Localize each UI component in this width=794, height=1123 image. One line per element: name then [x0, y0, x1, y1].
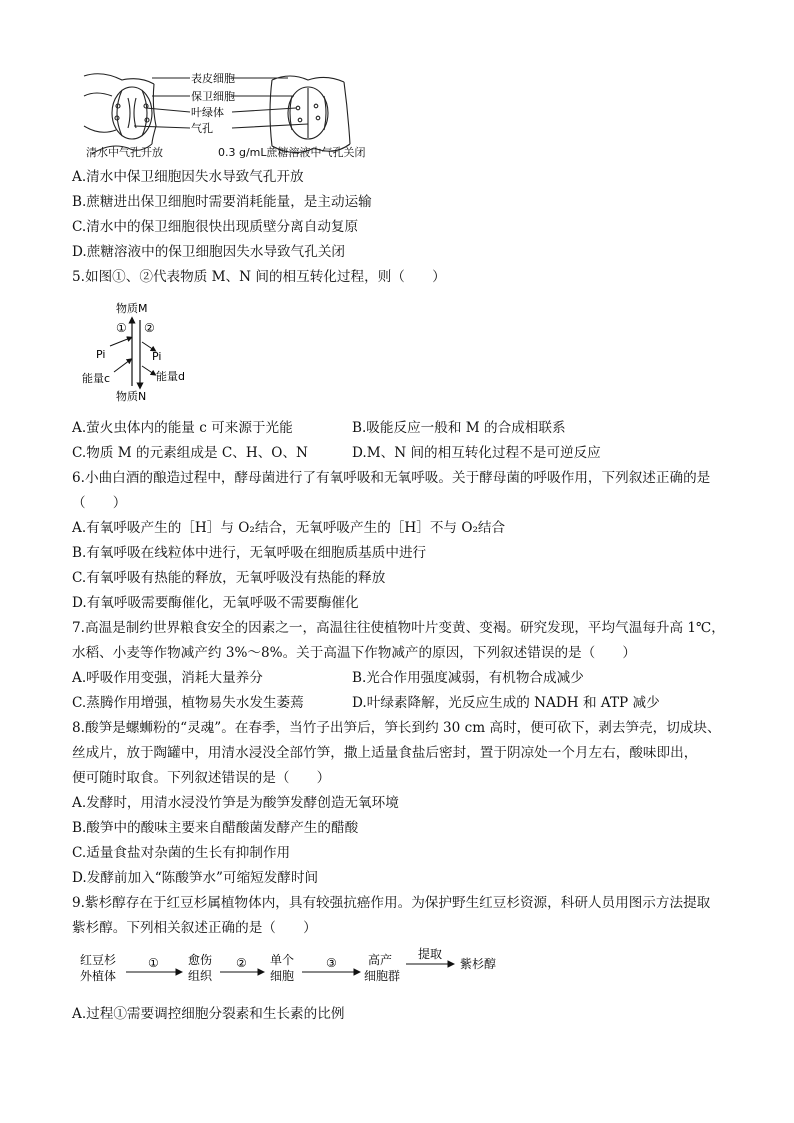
q7-stem-line1: 7.高温是制约世界粮食安全的因素之一，高温往往使植物叶片变黄、变褐。研究发现，平均气温每升高 1℃， [72, 620, 725, 636]
q8-stem-line1: 8.酸笋是螺蛳粉的“灵魂”。在春季，当竹子出笋后，笋长到约 30 cm 高时，便可砍下，剥去笋壳，切成块、 [72, 720, 721, 736]
q9-stem-line1: 9.紫杉醇存在于红豆杉属植物体内，具有较强抗癌作用。为保护野生红豆杉资源，科研人员用图示方法提取 [72, 895, 711, 911]
flow-arrow-2-label: ② [236, 956, 247, 970]
q6-stem-line1: 6.小曲白酒的酿造过程中，酵母菌进行了有氧呼吸和无氧呼吸。关于酵母菌的呼吸作用，下列叙述正确的是 [72, 470, 711, 486]
flow-step3-line1: 单个 [270, 953, 295, 967]
q8-stem-line2: 丝成片，放于陶罐中，用清水浸没全部竹笋，撒上适量食盐后密封，置于阴凉处一个月左右，酸味即出， [72, 745, 698, 761]
fig4-caption-left: 清水中气孔开放 [86, 146, 163, 159]
flow-step4-line1: 高产 [368, 953, 393, 967]
flow-arrow-4-label: 提取 [418, 947, 443, 961]
q9-stem-line2: 紫杉醇。下列相关叙述正确的是（ ） [72, 920, 317, 936]
q7-option-c: C.蒸腾作用增强，植物易失水发生萎蔫 [72, 695, 304, 711]
q6-option-d: D.有氧呼吸需要酶催化，无氧呼吸不需要酶催化 [72, 595, 359, 611]
fig4-label-chloroplast: 叶绿体 [191, 106, 224, 119]
q8-option-b: B.酸笋中的酸味主要来自醋酸菌发酵产生的醋酸 [72, 820, 359, 836]
q5-process-2: ② [144, 321, 155, 335]
flow-step2-line1: 愈伤 [188, 953, 213, 967]
q5-energy-c: 能量c [82, 372, 111, 385]
flow-arrow-3-label: ③ [326, 956, 337, 970]
flow-step1-line1: 红豆杉 [80, 953, 117, 967]
q8-stem-line3: 便可随时取食。下列叙述错误的是（ ） [72, 770, 331, 786]
flow-step2-line2: 组织 [188, 969, 213, 983]
fig4-caption-right: 0.3 g/mL蔗糖溶液中气孔关闭 [218, 146, 366, 159]
q7-option-a: A.呼吸作用变强，消耗大量养分 [72, 670, 263, 686]
q5-option-b: B.吸能反应一般和 M 的合成相联系 [352, 420, 566, 436]
flow-step3-line2: 细胞 [270, 969, 295, 983]
q9-option-a: A.过程①需要调控细胞分裂素和生长素的比例 [72, 1006, 345, 1022]
taxol-flow-chart [74, 942, 514, 994]
q8-option-a: A.发酵时，用清水浸没竹笋是为酸笋发酵创造无氧环境 [72, 795, 399, 811]
q4-option-c: C.清水中的保卫细胞很快出现质壁分离自动复原 [72, 219, 359, 235]
q5-energy-d: 能量d [156, 370, 185, 383]
flow-step1-line2: 外植体 [80, 969, 117, 983]
q7-option-b: B.光合作用强度减弱，有机物合成减少 [352, 670, 584, 686]
atp-conversion-diagram [80, 298, 200, 402]
flow-arrow-1-label: ① [148, 956, 159, 970]
q5-pi-right: Pi [152, 350, 162, 363]
q4-option-a: A.清水中保卫细胞因失水导致气孔开放 [72, 169, 304, 185]
q6-option-a: A.有氧呼吸产生的［H］与 O₂结合，无氧呼吸产生的［H］不与 O₂结合 [72, 520, 506, 536]
fig4-label-stoma: 气孔 [191, 122, 213, 135]
q5-substance-m: 物质M [116, 302, 148, 315]
q7-option-d: D.叶绿素降解，光反应生成的 NADH 和 ATP 减少 [352, 695, 660, 711]
fig4-label-epidermal: 表皮细胞 [191, 72, 235, 85]
fig4-label-guard: 保卫细胞 [191, 90, 235, 103]
q6-option-b: B.有氧呼吸在线粒体中进行，无氧呼吸在细胞质基质中进行 [72, 545, 427, 561]
flow-step5: 紫杉醇 [460, 957, 497, 971]
q5-option-a: A.萤火虫体内的能量 c 可来源于光能 [72, 420, 293, 436]
q8-option-d: D.发酵前加入“陈酸笋水”可缩短发酵时间 [72, 870, 319, 886]
q4-option-b: B.蔗糖进出保卫细胞时需要消耗能量，是主动运输 [72, 194, 372, 210]
q9-flow-diagram [74, 942, 514, 994]
q5-stem: 5.如图①、②代表物质 M、N 间的相互转化过程，则（ ） [72, 269, 446, 285]
q5-figure [80, 298, 200, 402]
q4-option-d: D.蔗糖溶液中的保卫细胞因失水导致气孔关闭 [72, 244, 346, 260]
q5-option-c: C.物质 M 的元素组成是 C、H、O、N [72, 445, 308, 461]
q5-process-1: ① [116, 321, 127, 335]
flow-step4-line2: 细胞群 [364, 969, 401, 983]
q5-pi-left: Pi [96, 348, 106, 361]
q7-stem-line2: 水稻、小麦等作物减产约 3%～8%。关于高温下作物减产的原因，下列叙述错误的是（ ） [72, 645, 637, 661]
q8-option-c: C.适量食盐对杂菌的生长有抑制作用 [72, 845, 291, 861]
q5-substance-n: 物质N [116, 390, 147, 402]
q6-stem-line2: （ ） [72, 495, 127, 511]
q5-option-d: D.M、N 间的相互转化过程不是可逆反应 [352, 445, 601, 461]
q6-option-c: C.有氧呼吸有热能的释放，无氧呼吸没有热能的释放 [72, 570, 386, 586]
